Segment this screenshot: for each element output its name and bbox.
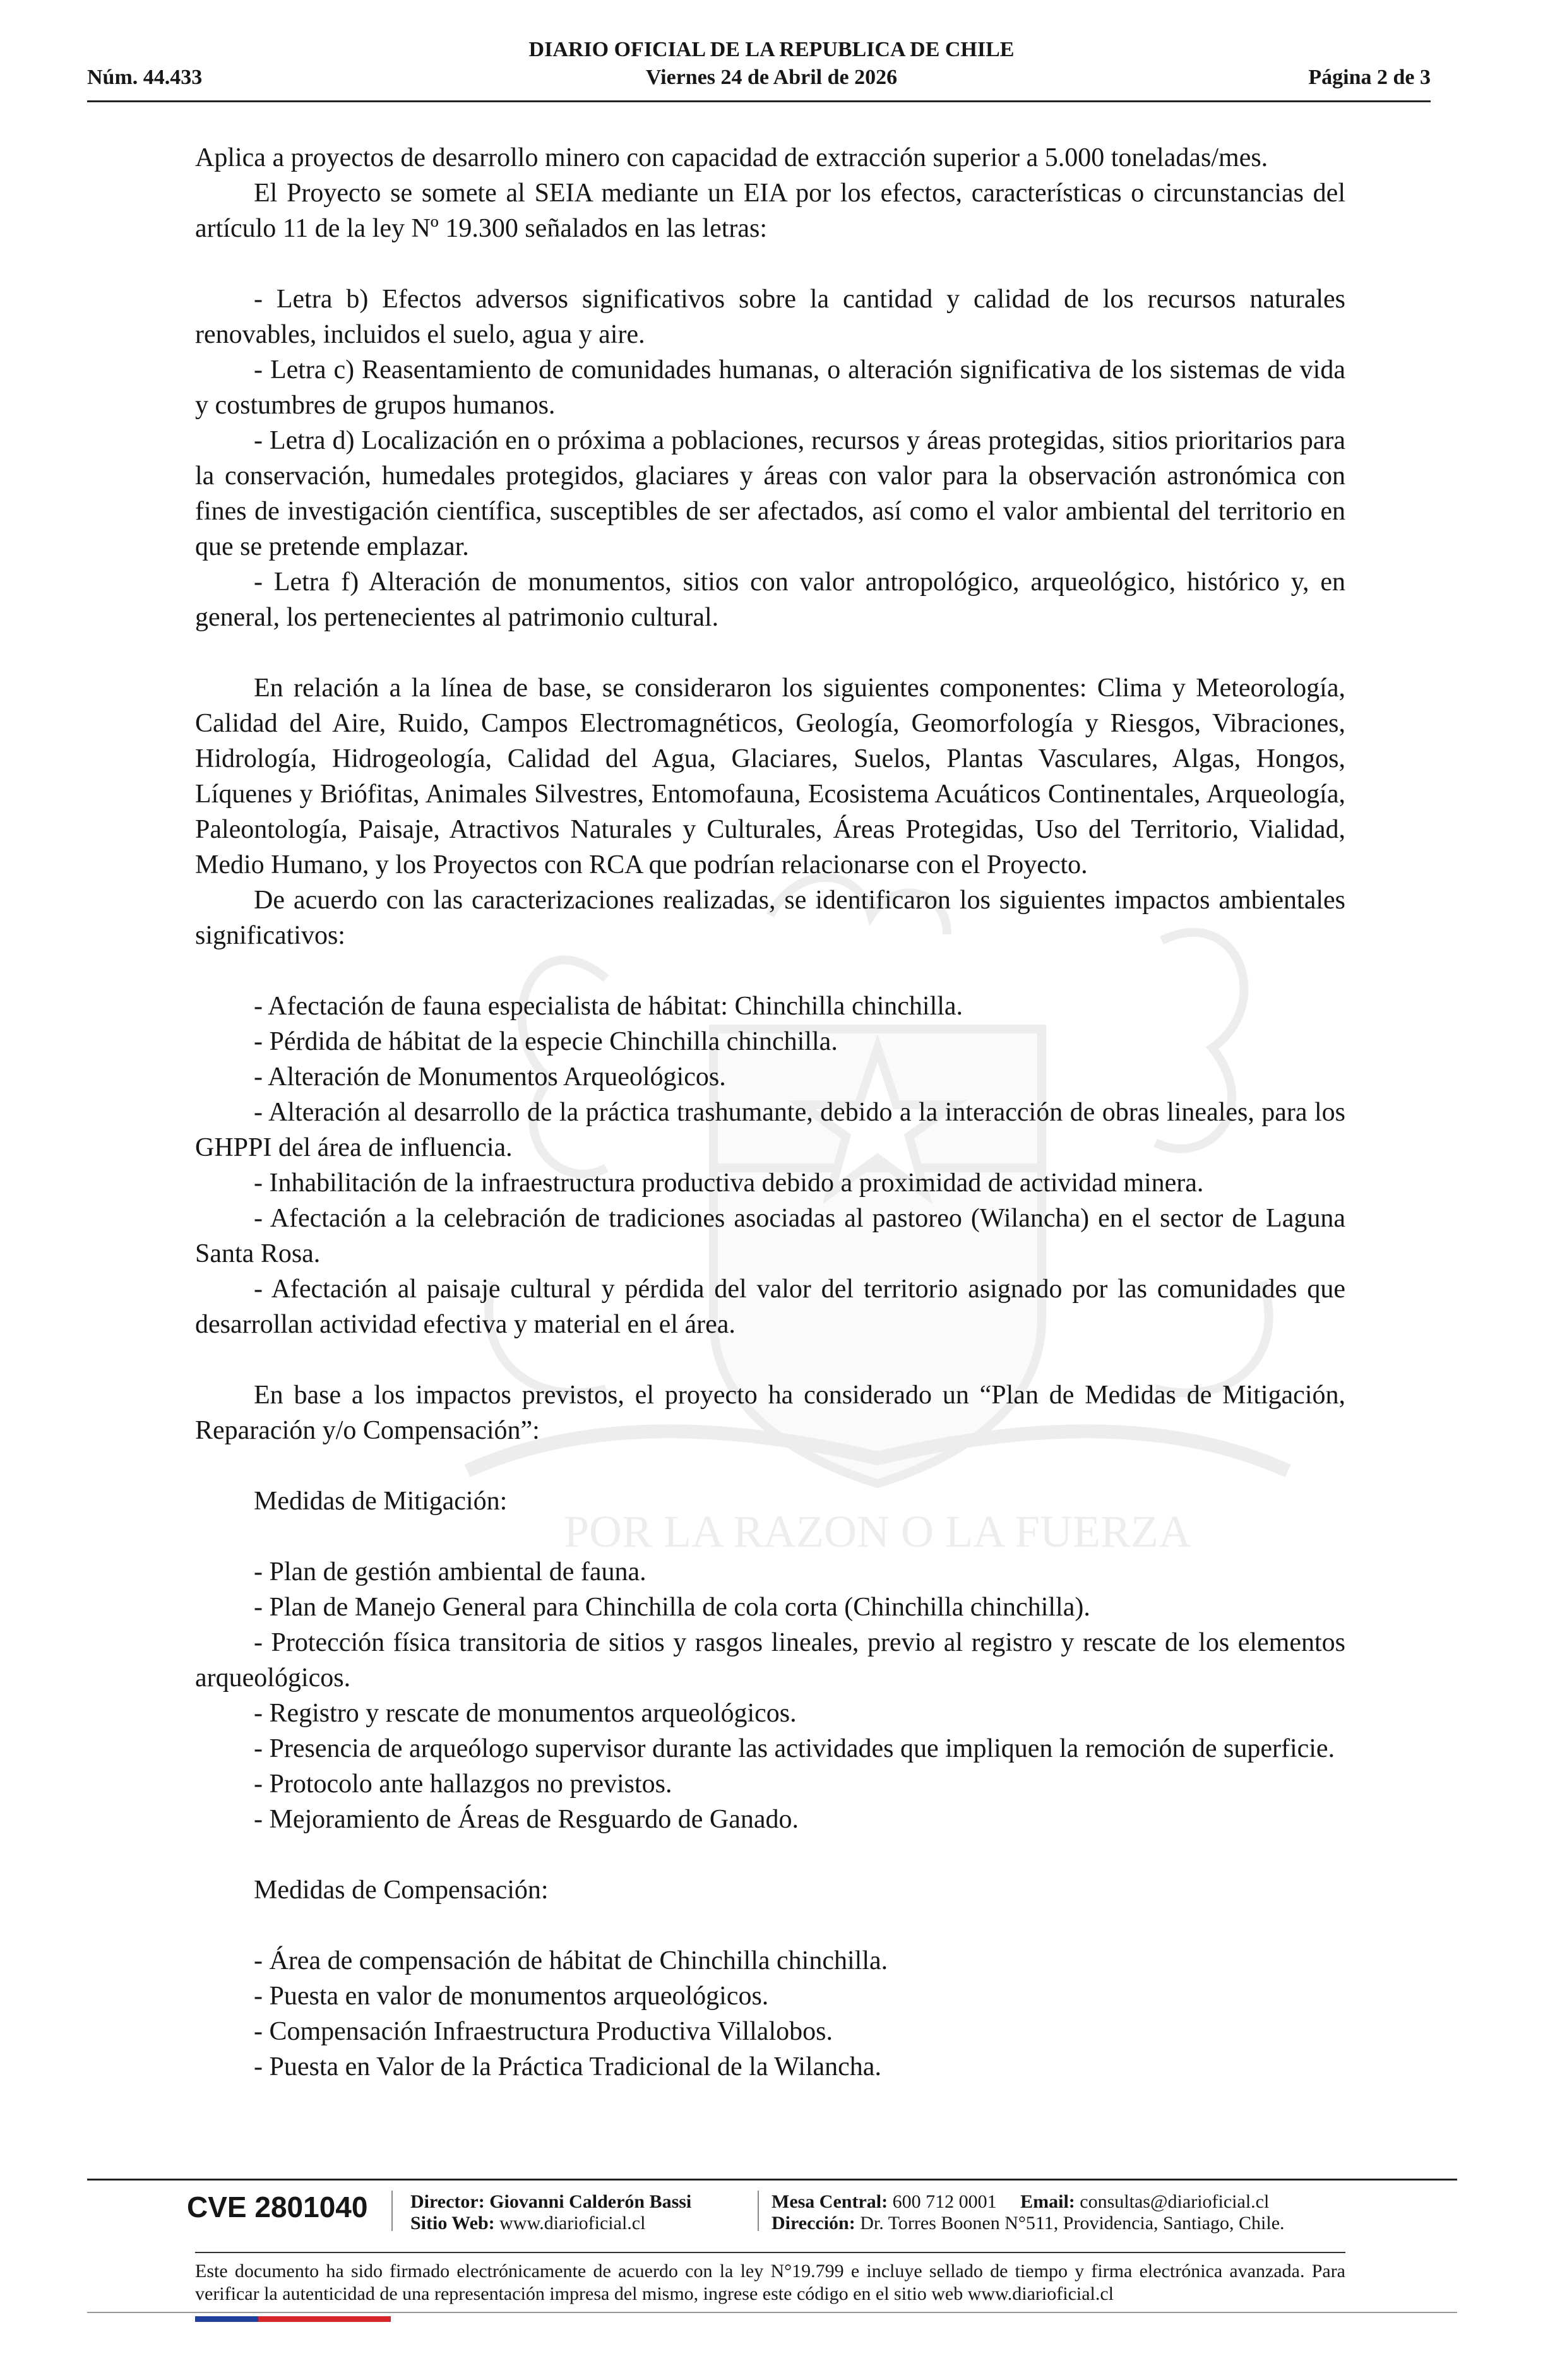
legal-notice: Este documento ha sido firmado electrónicamente de acuerdo con la ley N°19.799 e incluye sellado de tiempo y firma electrónica avanzada. Para verificar la autenticidad de una representación impresa del mismo, ingrese este código en el sitio web www.diarioficial.cl [195, 2261, 1345, 2304]
phone-label: Mesa Central: [772, 2191, 888, 2212]
paragraph-baseline: En relación a la línea de base, se consideraron los siguientes componentes: Clima y Meteorología, Calidad del Aire, Ruido, Campos Electromagnéticos, Geología, Geomorfología y Riesgos, Vibraciones, Hidrología, Hidrogeología, Calidad del Agua, Glaciares, Suelos, Plantas Vasculares, Algas, Hongos, Líquenes y Briófitas, Animales Silvestres, Entomofauna, Ecosistema Acuáticos Continentales, Arqueología, Paleontología, Paisaje, Atractivos Naturales y Culturales, Áreas Protegidas, Uso del Territorio, Vialidad, Medio Humano, y los Proyectos con RCA que podrían relacionarse con el Proyecto. [195, 674, 1345, 879]
paragraph-impacts-intro: De acuerdo con las caracterizaciones realizadas, se identificaron los siguientes impactos ambientales significativos: [195, 886, 1345, 950]
email-label: Email: [1020, 2191, 1075, 2212]
flag-stripe [195, 2316, 391, 2322]
impact-item: - Afectación al paisaje cultural y pérdida del valor del territorio asignado por las comunidades que desarrollan actividad efectiva y material en el área. [195, 1275, 1345, 1339]
email-link[interactable]: consultas@diarioficial.cl [1080, 2191, 1270, 2212]
letter-item: - Letra b) Efectos adversos significativos sobre la cantidad y calidad de los recursos naturales renovables, incluidos el suelo, agua y aire. [195, 285, 1345, 349]
website-label: Sitio Web: [410, 2213, 495, 2234]
mitigation-item: - Registro y rescate de monumentos arqueológicos. [254, 1699, 797, 1728]
letter-item: - Letra c) Reasentamiento de comunidades humanas, o alteración significativa de los sistemas de vida y costumbres de grupos humanos. [195, 355, 1345, 420]
address-label: Dirección: [772, 2213, 855, 2234]
footer-divider [87, 2179, 1457, 2181]
impact-item: - Afectación de fauna especialista de hábitat: Chinchilla chinchilla. [254, 992, 963, 1021]
impact-item: - Alteración al desarrollo de la práctica trashumante, debido a la interacción de obras lineales, para los GHPPI del área de influencia. [195, 1098, 1345, 1162]
compensation-item: - Compensación Infraestructura Productiva Villalobos. [254, 2017, 833, 2046]
mitigation-item: - Plan de Manejo General para Chinchilla de cola corta (Chinchilla chinchilla). [254, 1593, 1090, 1622]
impact-item: - Afectación a la celebración de tradiciones asociadas al pastoreo (Wilancha) en el sector de Laguna Santa Rosa. [195, 1204, 1345, 1268]
compensation-item: - Área de compensación de hábitat de Chinchilla chinchilla. [254, 1946, 888, 1975]
mitigation-item: - Presencia de arqueólogo supervisor durante las actividades que impliquen la remoción de superficie. [254, 1734, 1335, 1763]
compensation-item: - Puesta en Valor de la Práctica Tradicional de la Wilancha. [254, 2052, 881, 2081]
paragraph-plan: En base a los impactos previstos, el proyecto ha considerado un “Plan de Medidas de Mitigación, Reparación y/o Compensación”: [195, 1381, 1345, 1445]
mitigation-item: - Mejoramiento de Áreas de Resguardo de Ganado. [254, 1805, 799, 1834]
website-link[interactable]: www.diarioficial.cl [499, 2213, 646, 2234]
compensation-item: - Puesta en valor de monumentos arqueológicos. [254, 1982, 769, 2011]
watermark-motto: POR LA RAZON O LA FUERZA [563, 1506, 1192, 1557]
letter-item: - Letra d) Localización en o próxima a poblaciones, recursos y áreas protegidas, sitios prioritarios para la conservación, humedales protegidos, glaciares y áreas con valor para la observación astronómica con fines de investigación científica, susceptibles de ser afectados, así como el valor ambiental del territorio en que se pretende emplazar. [195, 426, 1345, 561]
paragraph-scope: Aplica a proyectos de desarrollo minero con capacidad de extracción superior a 5.000 toneladas/mes. [195, 143, 1268, 172]
footer-contact-block [772, 2191, 1285, 2234]
mitigation-heading: Medidas de Mitigación: [254, 1487, 508, 1516]
phone-number: 600 712 0001 [892, 2191, 997, 2212]
footer-separator [758, 2191, 759, 2231]
document-body [195, 140, 1345, 2085]
director-label: Director: [410, 2191, 485, 2212]
paragraph-seia: El Proyecto se somete al SEIA mediante un EIA por los efectos, características o circunstancias del artículo 11 de la ley Nº 19.300 señalados en las letras: [195, 179, 1345, 243]
issue-number: Núm. 44.433 [87, 66, 203, 89]
letter-item: - Letra f) Alteración de monumentos, sitios con valor antropológico, arqueológico, histórico y, en general, los pertenecientes al patrimonio cultural. [195, 568, 1345, 632]
compensation-heading: Medidas de Compensación: [254, 1876, 549, 1905]
address-value: Dr. Torres Boonen N°511, Providencia, Santiago, Chile. [860, 2213, 1285, 2234]
mitigation-item: - Plan de gestión ambiental de fauna. [254, 1557, 646, 1586]
page-indicator: Página 2 de 3 [1308, 66, 1431, 89]
mitigation-item: - Protección física transitoria de sitios y rasgos lineales, previo al registro y rescate de los elementos arqueológicos. [195, 1628, 1345, 1693]
impact-item: - Inhabilitación de la infraestructura productiva debido a proximidad de actividad minera. [254, 1169, 1204, 1198]
footer-divider-inner [195, 2252, 1345, 2253]
impact-item: - Pérdida de hábitat de la especie Chinchilla chinchilla. [254, 1027, 838, 1056]
footer-director-block [410, 2191, 691, 2234]
cve-code: CVE 2801040 [187, 2191, 368, 2223]
footer-separator [391, 2191, 393, 2231]
gazette-title: DIARIO OFICIAL DE LA REPUBLICA DE CHILE [528, 38, 1015, 61]
issue-date: Viernes 24 de Abril de 2026 [645, 66, 898, 89]
mitigation-item: - Protocolo ante hallazgos no previstos. [254, 1770, 672, 1799]
impact-item: - Alteración de Monumentos Arqueológicos. [254, 1062, 726, 1092]
director-name: Giovanni Calderón Bassi [489, 2191, 692, 2212]
footer-divider-bottom [87, 2312, 1457, 2313]
header-divider [87, 100, 1431, 102]
